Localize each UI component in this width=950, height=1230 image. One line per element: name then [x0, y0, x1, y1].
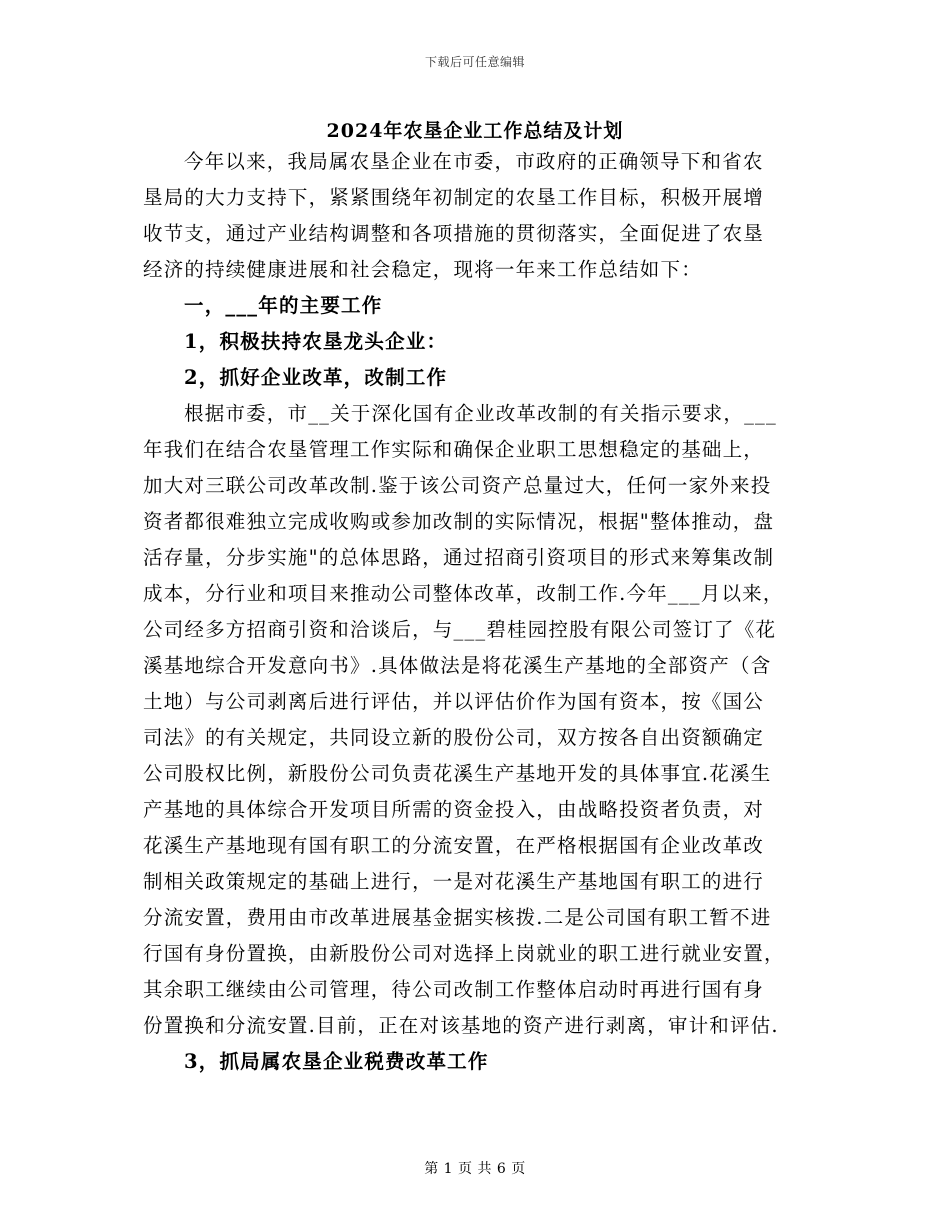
- paragraph-line: 其余职工继续由公司管理，待公司改制工作整体启动时再进行国有身: [143, 978, 765, 1001]
- paragraph-line: 司法》的有关规定，共同设立新的股份公司，双方按各自出资额确定: [143, 726, 765, 749]
- intro-line: 垦局的大力支持下，紧紧围绕年初制定的农垦工作目标，积极开展增: [143, 186, 765, 209]
- paragraph-line: 制相关政策规定的基础上进行，一是对花溪生产基地国有职工的进行: [143, 870, 765, 893]
- paragraph-line: 花溪生产基地现有国有职工的分流安置，在严格根据国有企业改革改: [143, 834, 765, 857]
- item-heading: 3，抓局属农垦企业税费改革工作: [184, 1050, 489, 1073]
- section-heading: 一，___年的主要工作: [184, 294, 383, 317]
- paragraph-line: 行国有身份置换，由新股份公司对选择上岗就业的职工进行就业安置，: [143, 942, 785, 965]
- paragraph-line: 加大对三联公司改革改制.鉴于该公司资产总量过大，任何一家外来投: [143, 474, 772, 497]
- paragraph-line: 年我们在结合农垦管理工作实际和确保企业职工思想稳定的基础上，: [143, 438, 765, 461]
- paragraph-line: 根据市委，市__关于深化国有企业改革改制的有关指示要求，___: [184, 402, 777, 425]
- document-body: [143, 144, 807, 1080]
- item-heading: 1，积极扶持农垦龙头企业：: [184, 330, 448, 353]
- paragraph-line: 成本，分行业和项目来推动公司整体改革，改制工作.今年___月以来，: [143, 582, 784, 605]
- paragraph-line: 公司股权比例，新股份公司负责花溪生产基地开发的具体事宜.花溪生: [143, 762, 772, 785]
- paragraph-line: 溪基地综合开发意向书》.具体做法是将花溪生产基地的全部资产（含: [143, 654, 772, 677]
- page-footer: 第 1 页 共 6 页: [424, 1161, 526, 1177]
- intro-line: 经济的持续健康进展和社会稳定，现将一年来工作总结如下：: [143, 258, 702, 281]
- paragraph-line: 产基地的具体综合开发项目所需的资金投入，由战略投资者负责，对: [143, 798, 765, 821]
- document-title: 2024年农垦企业工作总结及计划: [326, 120, 624, 142]
- paragraph-line: 份置换和分流安置.目前，正在对该基地的资产进行剥离，审计和评估.: [143, 1014, 779, 1037]
- paragraph-line: 活存量，分步实施"的总体思路，通过招商引资项目的形式来筹集改制: [143, 546, 775, 569]
- paragraph-line: 分流安置，费用由市改革进展基金据实核拨.二是公司国有职工暂不进: [143, 906, 772, 929]
- paragraph-line: 土地）与公司剥离后进行评估，并以评估价作为国有资本，按《国公: [143, 690, 765, 713]
- header-note: 下载后可任意编辑: [424, 55, 525, 69]
- intro-line: 收节支，通过产业结构调整和各项措施的贯彻落实，全面促进了农垦: [143, 222, 765, 245]
- paragraph-line: 公司经多方招商引资和洽谈后，与___碧桂园控股有限公司签订了《花: [143, 618, 777, 641]
- item-heading: 2，抓好企业改革，改制工作: [184, 366, 448, 389]
- paragraph-line: 资者都很难独立完成收购或参加改制的实际情况，根据"整体推动，盘: [143, 510, 775, 533]
- intro-line: 今年以来，我局属农垦企业在市委，市政府的正确领导下和省农: [184, 150, 764, 173]
